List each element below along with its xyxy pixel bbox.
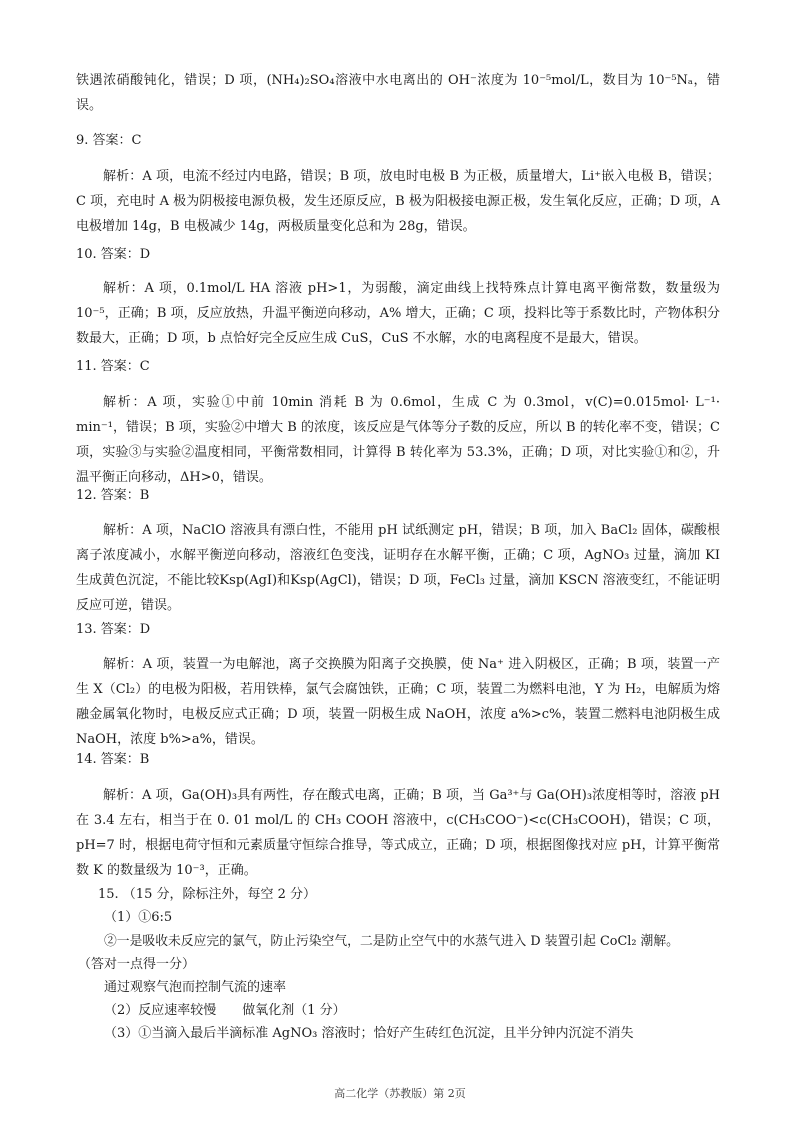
page-footer: 高二化学（苏教版）第 2页 [334, 1087, 466, 1100]
q15-line3: （答对一点得一分） [78, 957, 196, 972]
q15-line1: （1）①6:5 [104, 910, 173, 925]
q9-analysis: 解析：A 项，电流不经过内电路，错误；B 项，放电时电极 B 为正极，质量增大，Li⁺嵌入电极 B，错误；C 项，充电时 A 极为阴极接电源负极，发生还原反应，B 极为阳极接电源正极，发生氧化反应，正确；D 项，A 电极增加 14g，B 电极减少 14g，两极质量变化总和为 28g，错误。 [76, 169, 720, 234]
intro-paragraph: 铁遇浓硝酸钝化，错误；D 项，(NH₄)₂SO₄溶液中水电离出的 OH⁻浓度为 10⁻⁵mol/L，数目为 10⁻⁵Nₐ，错误。 [76, 73, 720, 113]
q15-line2: ②一是吸收未反应完的氯气，防止污染空气，二是防止空气中的水蒸气进入 D 装置引起 CoCl₂ 潮解。 [104, 934, 679, 949]
q12-analysis: 解析：A 项，NaClO 溶液具有漂白性，不能用 pH 试纸测定 pH，错误；B 项，加入 BaCl₂ 固体，碳酸根离子浓度减小，水解平衡逆向移动，溶液红色变浅，证明存在水解平衡，正确；C 项，AgNO₃ 过量，滴加 KI 生成黄色沉淀，不能比较Ksp(AgI)和Ksp(AgCl)，错误；D 项，FeCl₃ 过量，滴加 KSCN 溶液变红，不能证明反应可逆，错误。 [76, 523, 720, 613]
q15-line4: 通过观察气泡而控制气流的速率 [104, 980, 287, 995]
q13-answer: 13. 答案：D [76, 622, 151, 637]
q15-line6: （3）①当滴入最后半滴标准 AgNO₃ 溶液时；恰好产生砖红色沉淀，且半分钟内沉淀不消失 [104, 1026, 634, 1041]
q11-analysis: 解析：A 项，实验①中前 10min 消耗 B 为 0.6mol，生成 C 为 0.3mol，v(C)=0.015mol· L⁻¹· min⁻¹，错误；B 项，实验②中增大 B 的浓度，该反应是气体等分子数的反应，所以 B 的转化率不变，错误；C 项，实验③与实验②温度相同，平衡常数相同，计算得 B 转化率为 53.3%，正确；D 项，对比实验①和②，升温平衡正向移动，ΔH>0，错误。 [76, 395, 720, 485]
q10-analysis: 解析：A 项，0.1mol/L HA 溶液 pH>1，为弱酸，滴定曲线上找特殊点计算电离平衡常数，数量级为 10⁻⁵，正确；B 项，反应放热，升温平衡逆向移动，A% 增大，正确；C 项，投料比等于系数比时，产物体积分数最大，正确；D 项，b 点恰好完全反应生成 CuS，CuS 不水解，水的电离程度不是最大，错误。 [76, 281, 720, 346]
q15-line5: （2）反应速率较慢 做氧化剂（1 分） [104, 1003, 346, 1018]
q10-answer: 10. 答案：D [76, 247, 151, 262]
q14-answer: 14. 答案：B [76, 752, 150, 767]
q13-analysis: 解析：A 项，装置一为电解池，离子交换膜为阳离子交换膜，使 Na⁺ 进入阴极区，正确；B 项，装置一产生 X（Cl₂）的电极为阳极，若用铁棒，氯气会腐蚀铁，正确；C 项，装置二为燃料电池，Y 为 H₂，电解质为熔融金属氧化物时，电极反应式正确；D 项，装置一阴极生成 NaOH，浓度 a%>c%，装置二燃料电池阴极生成 NaOH，浓度 b%>a%，错误。 [76, 657, 720, 747]
q11-answer: 11. 答案：C [76, 359, 150, 374]
q9-answer: 9. 答案：C [76, 133, 142, 148]
q15-header: 15. （15 分，除标注外，每空 2 分） [98, 887, 317, 902]
q12-answer: 12. 答案：B [76, 488, 150, 503]
q14-analysis: 解析：A 项，Ga(OH)₃具有两性，存在酸式电离，正确；B 项，当 Ga³⁺与 Ga(OH)₃浓度相等时，溶液 pH 在 3.4 左右，相当于在 0. 01 mol/L 的 CH₃ COOH 溶液中，c(CH₃COO⁻)<c(CH₃COOH)，错误；C 项，pH=7 时，根据电荷守恒和元素质量守恒综合推导，等式成立，正确；D 项，根据图像找对应 pH，计算平衡常数 K 的数量级为 10⁻³，正确。 [76, 788, 720, 878]
